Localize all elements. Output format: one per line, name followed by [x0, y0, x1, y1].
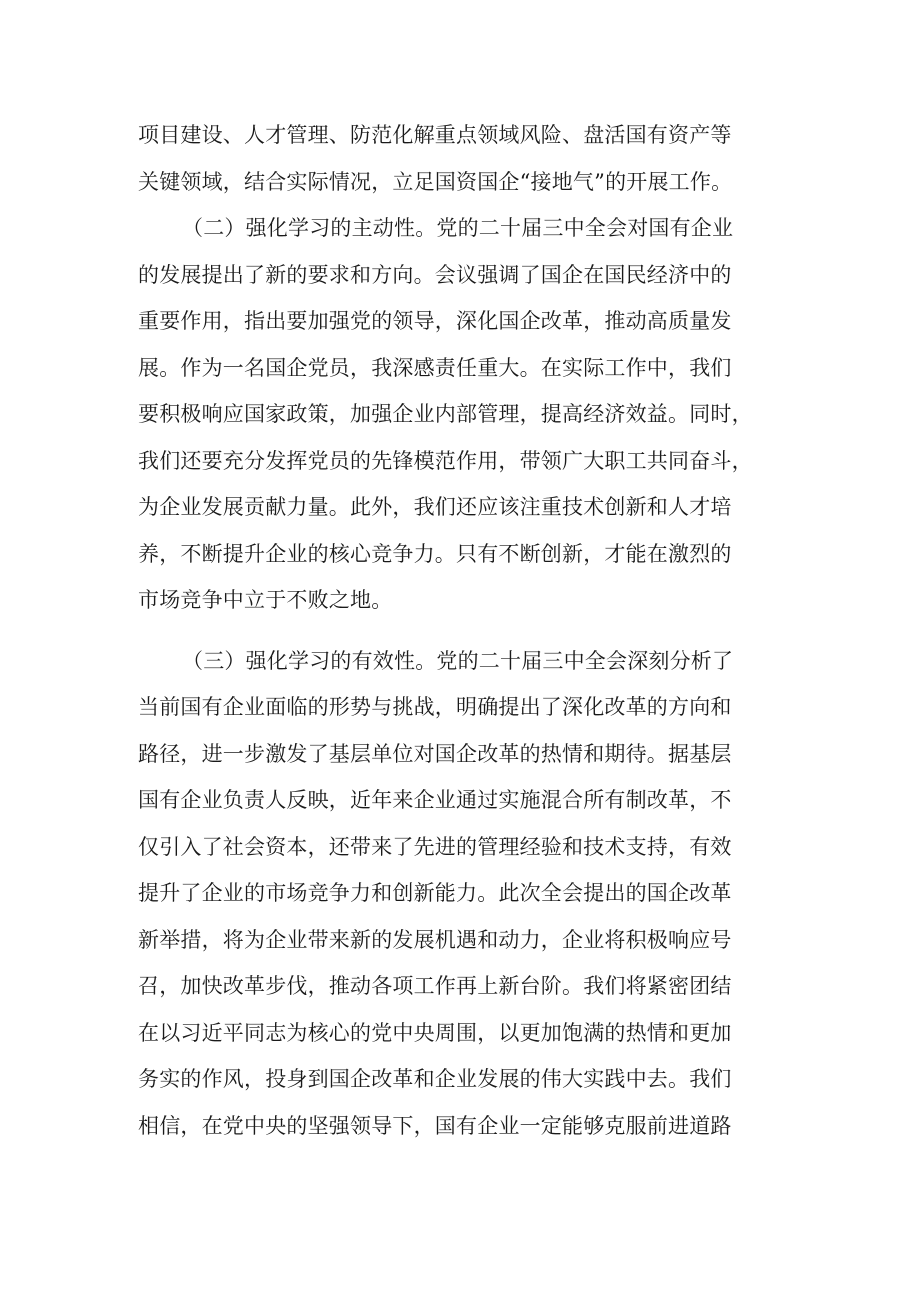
body-text [138, 112, 798, 1149]
text-line: 要积极响应国家政策，加强企业内部管理，提高经济效益。同时， [138, 402, 753, 426]
text-line: 相信，在党中央的坚强领导下，国有企业一定能够克服前进道路 [138, 1113, 732, 1138]
text-line: 务实的作风，投身到国企改革和企业发展的伟大实践中去。我们 [138, 1067, 732, 1091]
text-line: 路径，进一步激发了基层单位对国企改革的热情和期待。据基层 [138, 741, 732, 766]
text-line: 重要作用，指出要加强党的领导，深化国企改革，推动高质量发 [138, 309, 732, 333]
text-line: 养，不断提升企业的核心竞争力。只有不断创新，才能在激烈的 [138, 541, 732, 566]
text-line: 我们还要充分发挥党员的先锋模范作用，带领广大职工共同奋斗， [138, 448, 753, 473]
text-line: 当前国有企业面临的形势与挑战，明确提出了深化改革的方向和 [138, 695, 732, 719]
text-line: 项目建设、人才管理、防范化解重点领域风险、盘活国有资产等 [138, 123, 732, 147]
text-line: 市场竞争中立于不败之地。 [138, 588, 393, 612]
section-three-heading-line: （三）强化学习的有效性。党的二十届三中全会深刻分析了 [182, 648, 734, 673]
text-line: 的发展提出了新的要求和方向。会议强调了国企在国民经济中的 [138, 262, 732, 287]
section-two-heading-line: （二）强化学习的主动性。党的二十届三中全会对国有企业 [182, 216, 734, 240]
text-line: 仅引入了社会资本，还带来了先进的管理经验和技术支持，有效 [138, 834, 732, 859]
text-line: 提升了企业的市场竞争力和创新能力。此次全会提出的国企改革 [138, 881, 732, 905]
text-line: 新举措，将为企业带来新的发展机遇和动力，企业将积极响应号 [138, 927, 732, 952]
text-line: 展。作为一名国企党员，我深感责任重大。在实际工作中，我们 [138, 355, 732, 380]
text-line: 国有企业负责人反映，近年来企业通过实施混合所有制改革，不 [138, 788, 732, 812]
text-line: 召，加快改革步伐，推动各项工作再上新台阶。我们将紧密团结 [138, 974, 732, 998]
text-line: 在以习近平同志为核心的党中央周围，以更加饱满的热情和更加 [138, 1020, 732, 1045]
text-line: 关键领域，结合实际情况，立足国资国企“接地气”的开展工作。 [138, 169, 733, 194]
text-line: 为企业发展贡献力量。此外，我们还应该注重技术创新和人才培 [138, 495, 732, 519]
